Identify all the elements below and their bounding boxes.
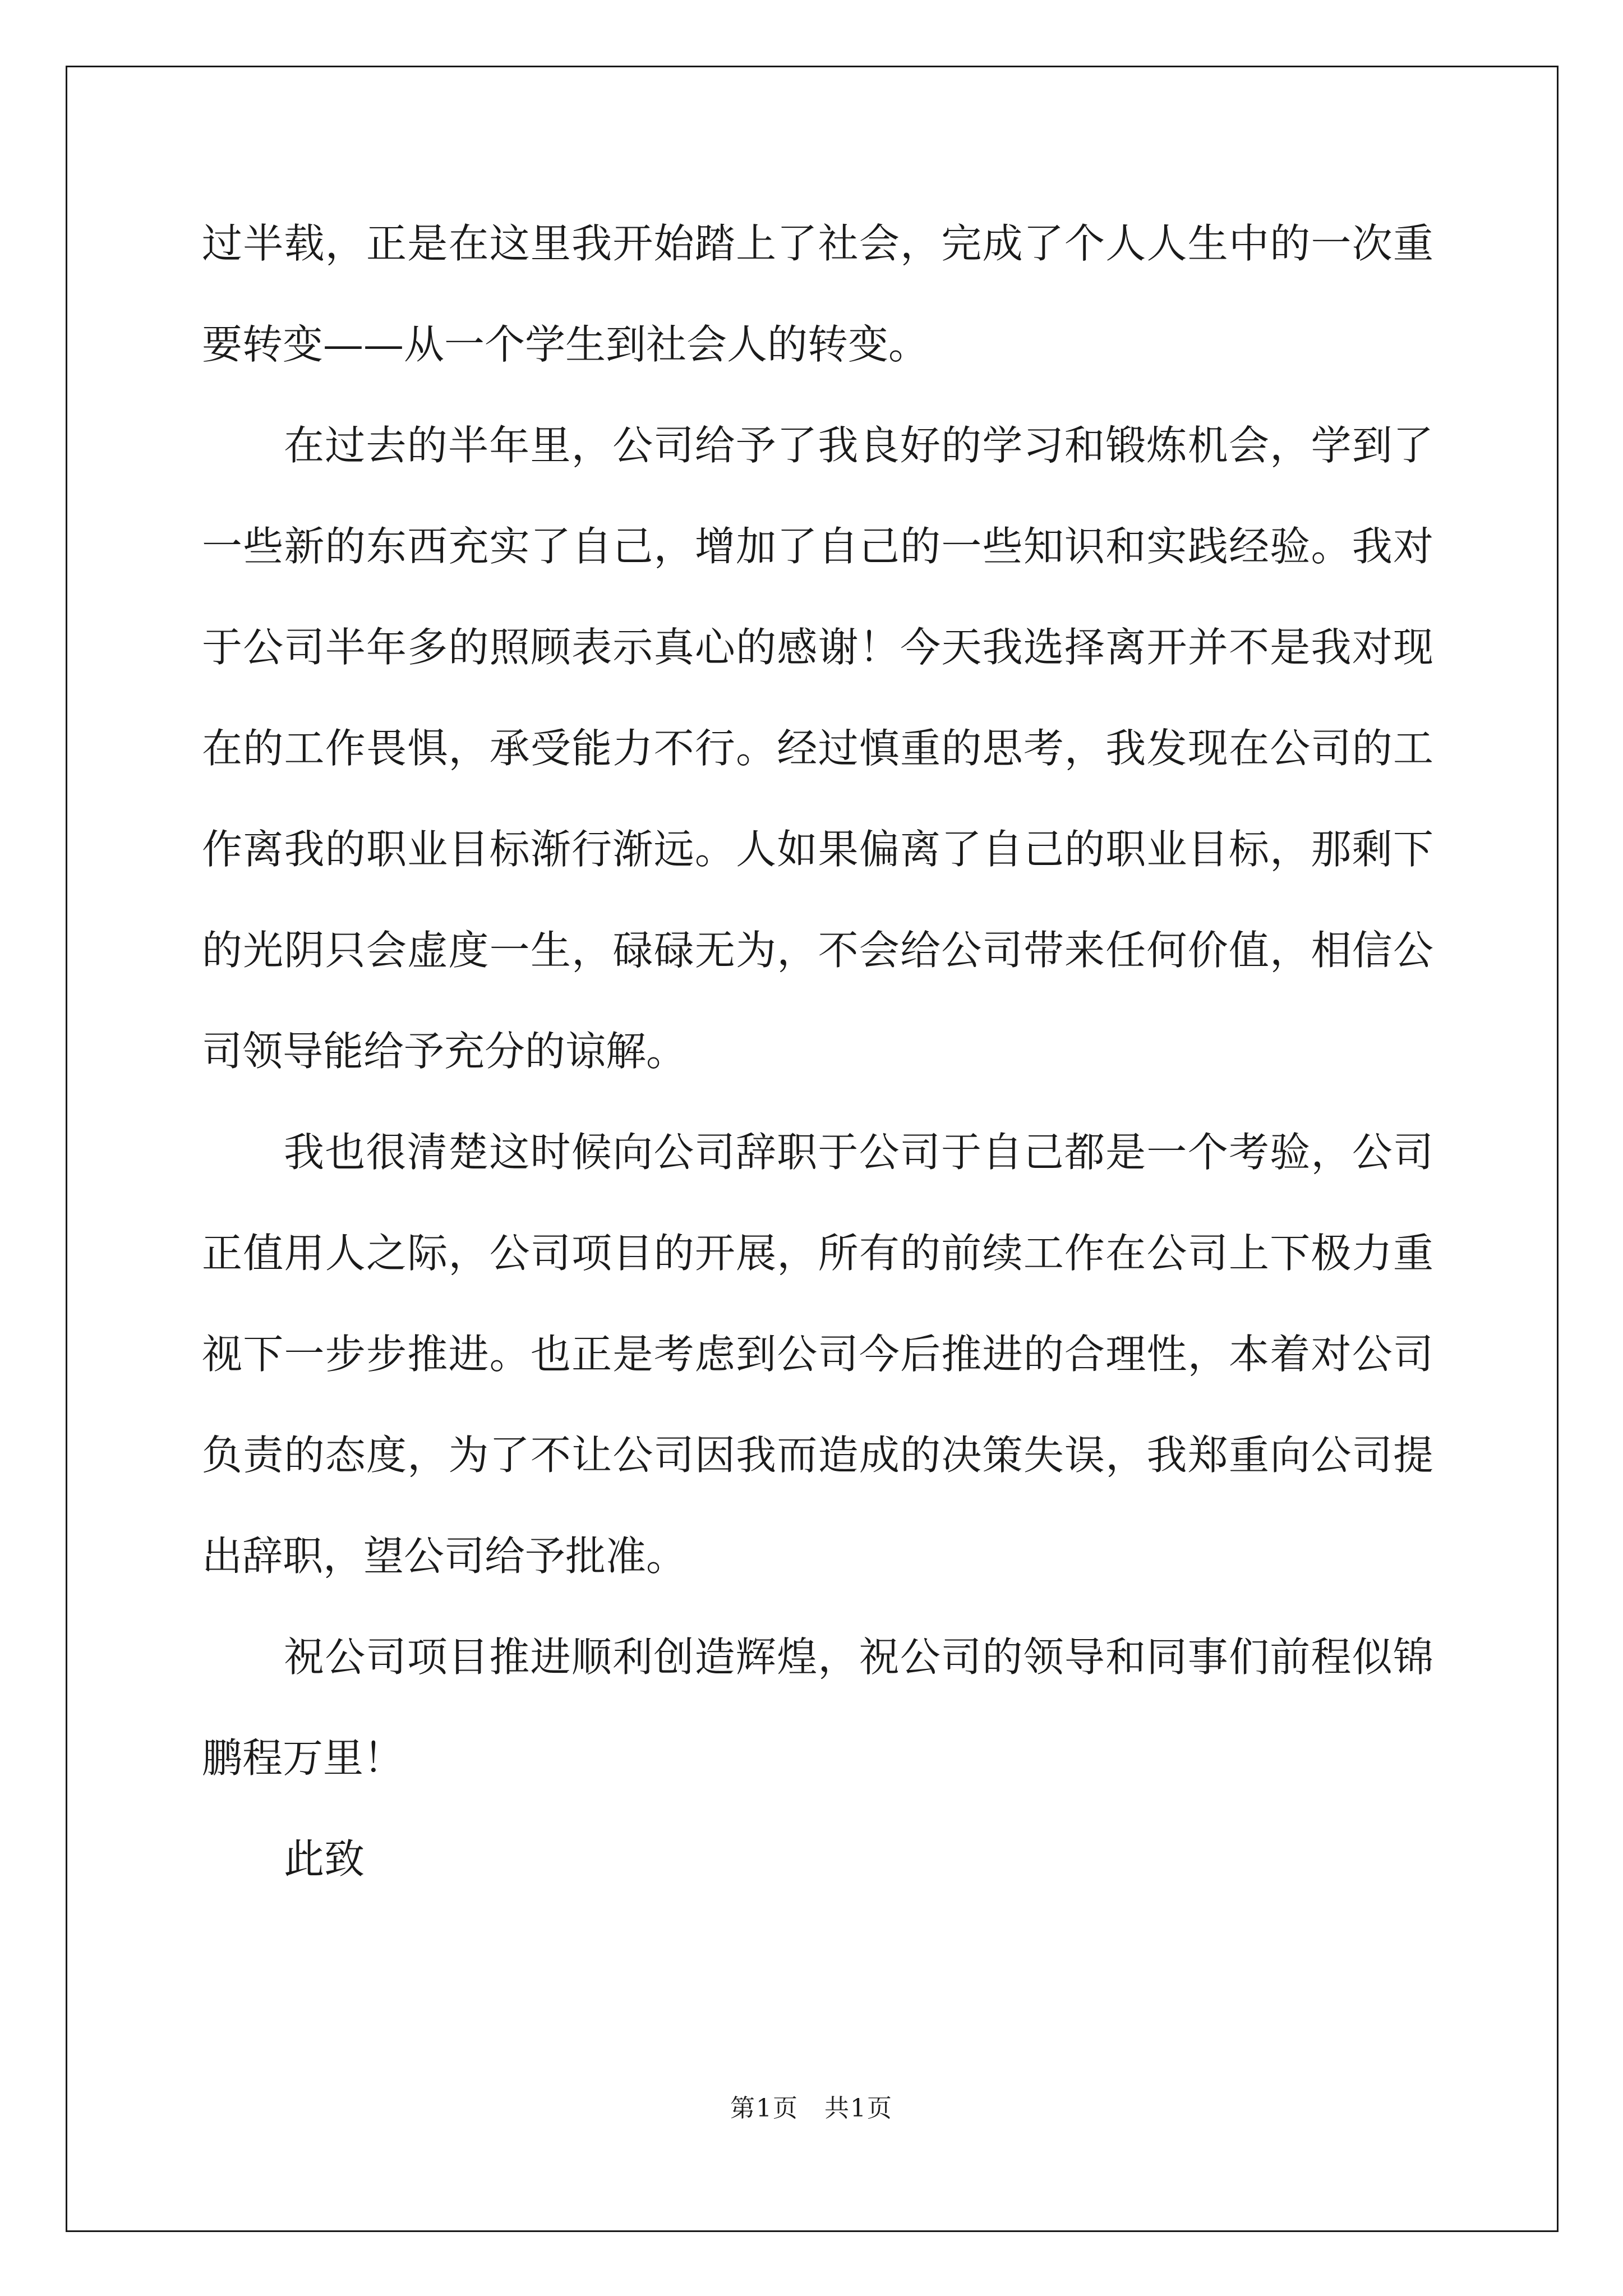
document-body — [202, 193, 1433, 1910]
paragraph-3: 我也很清楚这时候向公司辞职于公司于自己都是一个考验，公司正值用人之际，公司项目的开展，所有的前续工作在公司上下极力重视下一步步推进。也正是考虑到公司今后推进的合理性，本着对公司负责的态度，为了不让公司因我而造成的决策失误，我郑重向公司提出辞职，望公司给予批准。 — [202, 1129, 1433, 1580]
paragraph-4: 祝公司项目推进顺利创造辉煌，祝公司的领导和同事们前程似锦鹏程万里！ — [202, 1634, 1433, 1782]
closing-salutation: 此致 — [284, 1835, 365, 1883]
page-number-footer: 第1页 共1页 — [730, 2094, 893, 2123]
paragraph-1: 过半载，正是在这里我开始踏上了社会，完成了个人人生中的一次重要转变——从一个学生到社会人的转变。 — [202, 220, 1433, 368]
paragraph-2: 在过去的半年里，公司给予了我良好的学习和锻炼机会，学到了一些新的东西充实了自己，增加了自己的一些知识和实践经验。我对于公司半年多的照顾表示真心的感谢！今天我选择离开并不是我对现在的工作畏惧，承受能力不行。经过慎重的思考，我发现在公司的工作离我的职业目标渐行渐远。人如果偏离了自己的职业目标，那剩下的光阴只会虚度一生，碌碌无为，不会给公司带来任何价值，相信公司领导能给予充分的谅解。 — [202, 422, 1433, 1075]
